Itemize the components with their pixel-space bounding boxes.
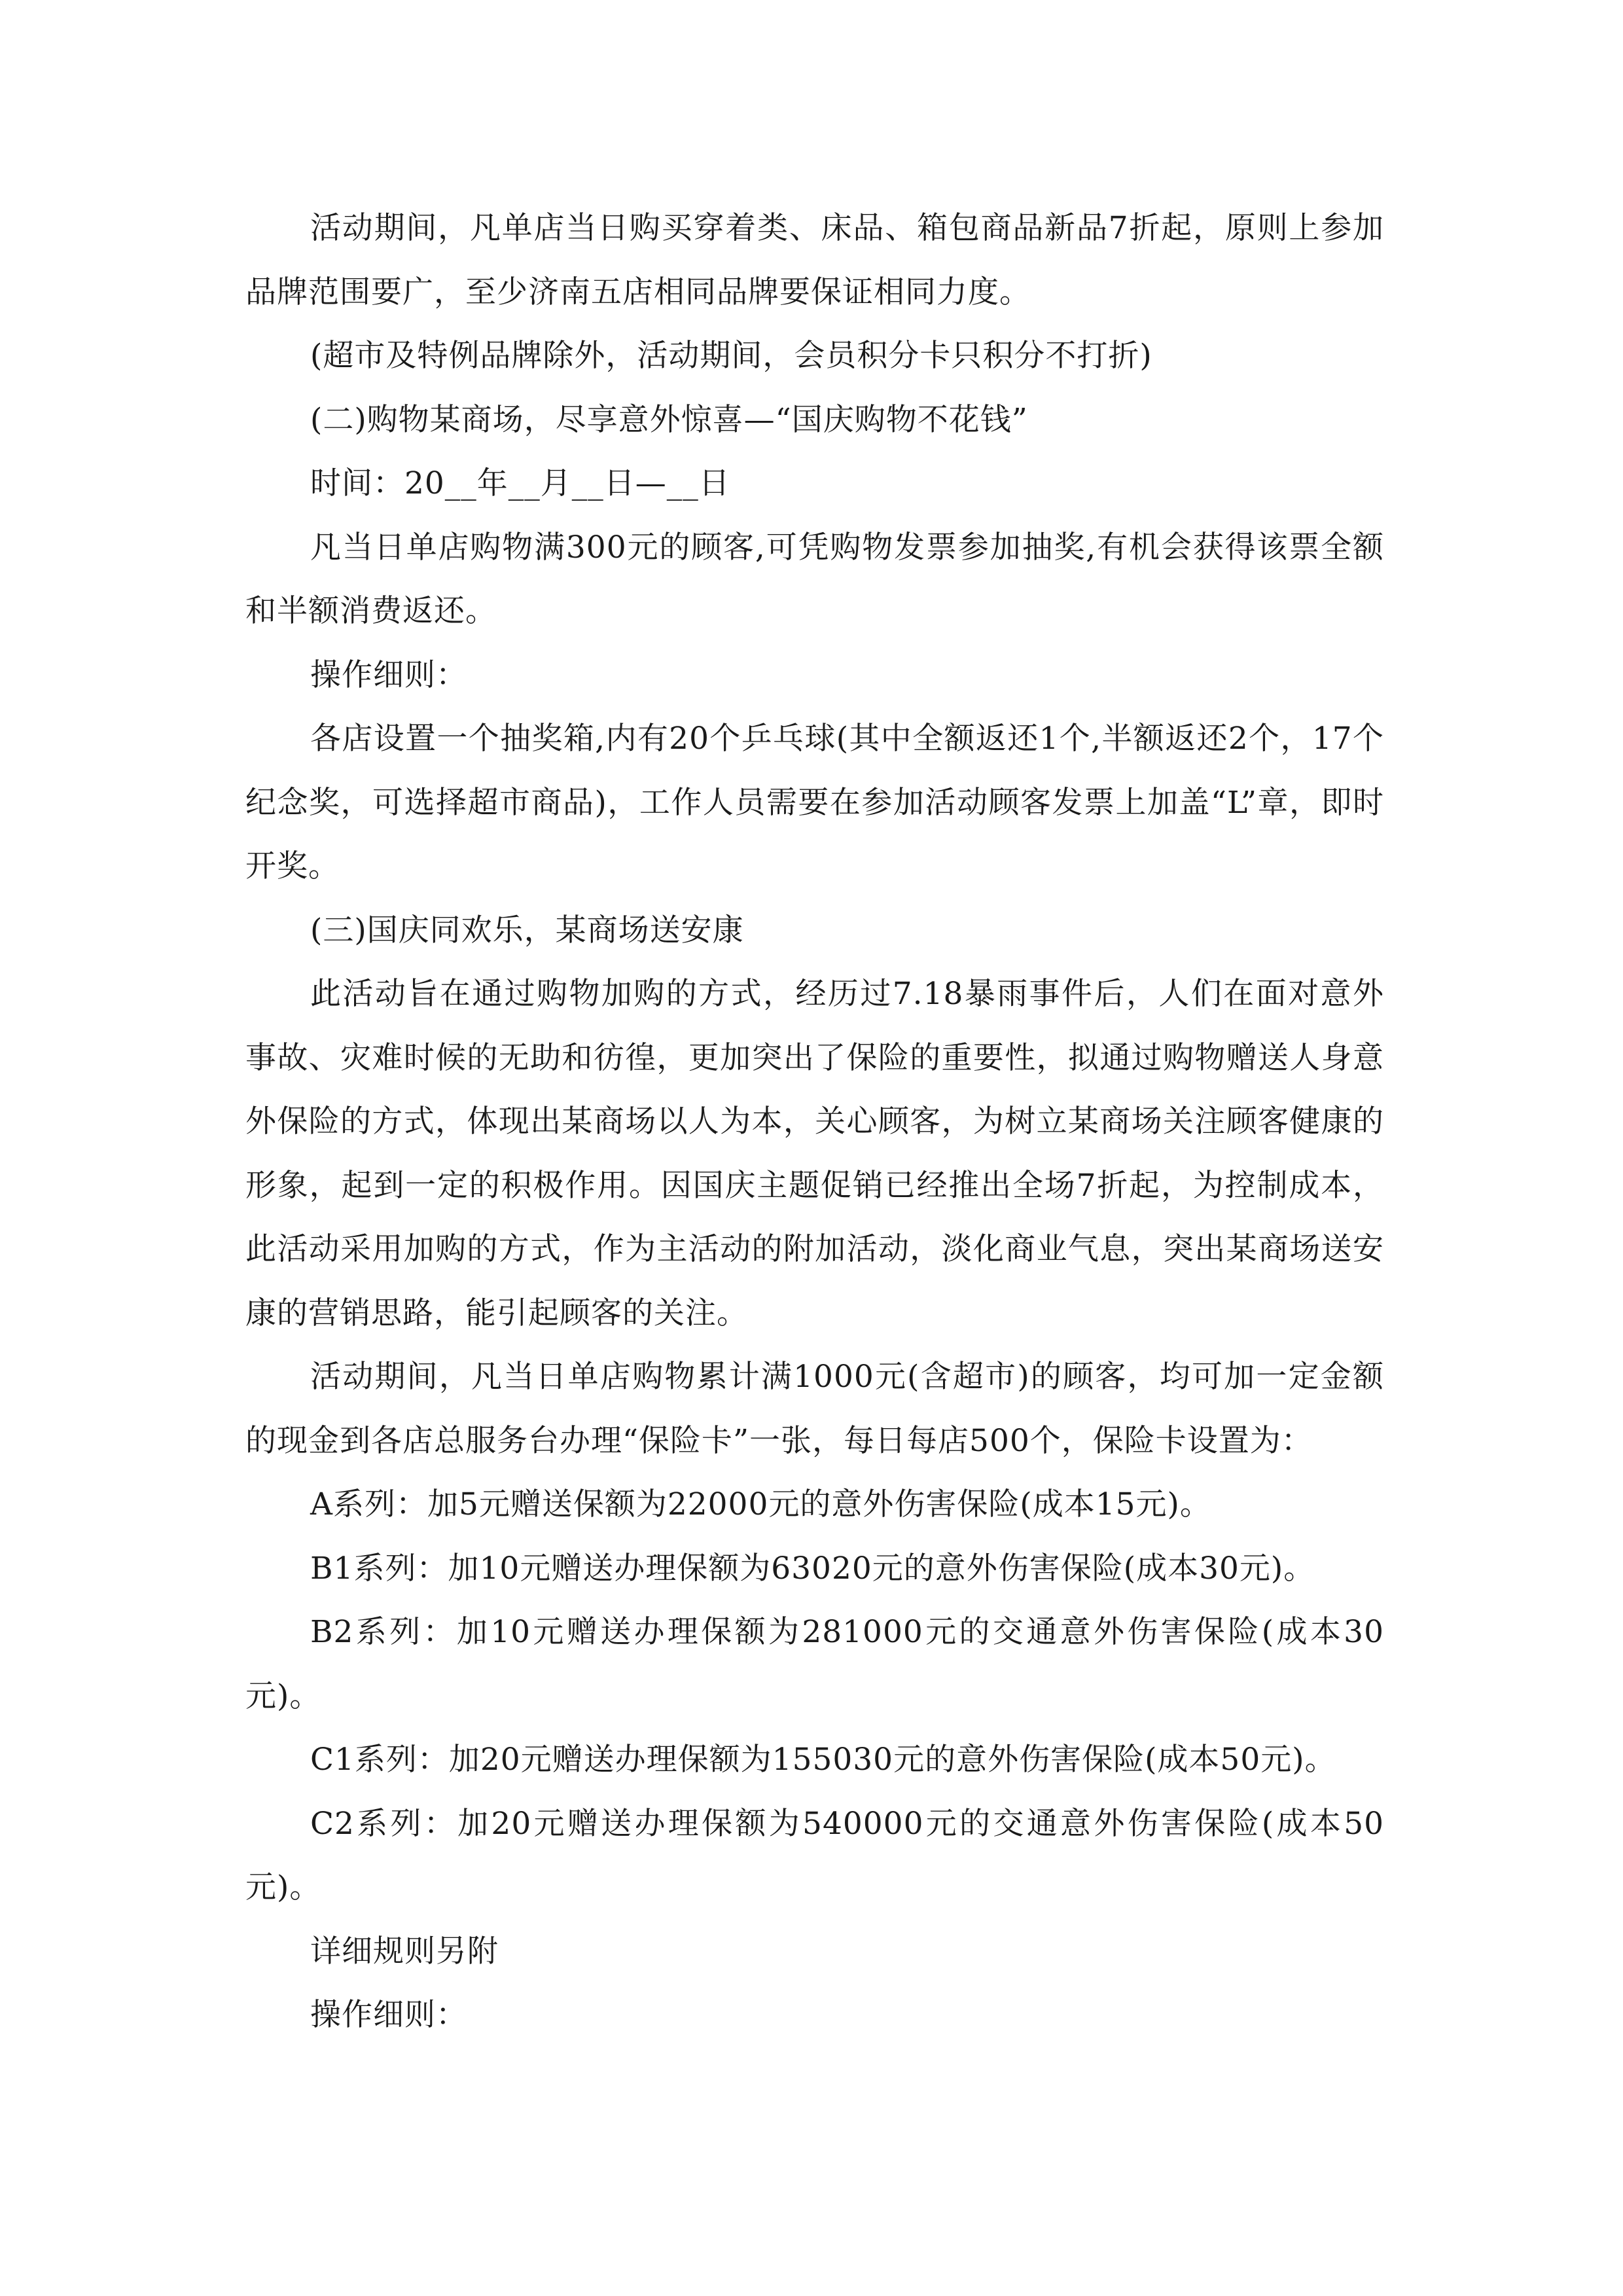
paragraph-rules-attached: 详细规则另附 xyxy=(310,1933,499,1969)
paragraph-insurance-purpose: 此活动旨在通过购物加购的方式，经历过7.18暴雨事件后，人们在面对意外事故、灾难时候的无助和彷徨，更加突出了保险的重要性，拟通过购物赠送人身意外保险的方式，体现出某商场以人为本，关心顾客，为树立某商场关注顾客健康的形象，起到一定的积极作用。因国庆主题促销已经推出全场7折起，为控制成本，此活动采用加购的方式，作为主活动的附加活动，淡化商业气息，突出某商场送安康的营销思路，能引起顾客的关注。 xyxy=(245,976,1384,1331)
insurance-series-a: A系列：加5元赠送保额为22000元的意外伤害保险(成本15元)。 xyxy=(310,1486,1211,1522)
insurance-series-b2: B2系列：加10元赠送办理保额为281000元的交通意外伤害保险(成本30元)。 xyxy=(245,1614,1384,1714)
operation-details-heading-2: 操作细则： xyxy=(310,1997,467,2033)
paragraph-exclusions-note: (超市及特例品牌除外，活动期间，会员积分卡只积分不打折) xyxy=(310,338,1152,374)
document-body xyxy=(245,196,1384,2047)
insurance-series-c1: C1系列：加20元赠送办理保额为155030元的意外伤害保险(成本50元)。 xyxy=(310,1742,1336,1778)
paragraph-discount-rules: 活动期间，凡单店当日购买穿着类、床品、箱包商品新品7折起，原则上参加品牌范围要广，至少济南五店相同品牌要保证相同力度。 xyxy=(245,210,1384,310)
paragraph-lottery-box: 各店设置一个抽奖箱,内有20个乒乓球(其中全额返还1个,半额返还2个，17个纪念奖，可选择超市商品)，工作人员需要在参加活动顾客发票上加盖“L”章，即时开奖。 xyxy=(245,721,1384,884)
paragraph-lottery-eligibility: 凡当日单店购物满300元的顾客,可凭购物发票参加抽奖,有机会获得该票全额和半额消费返还。 xyxy=(245,529,1384,629)
paragraph-time: 时间：20__年__月__日—__日 xyxy=(310,465,730,501)
section-heading-2: (二)购物某商场，尽享意外惊喜—“国庆购物不花钱” xyxy=(310,401,1028,438)
section-heading-3: (三)国庆同欢乐，某商场送安康 xyxy=(310,912,744,948)
operation-details-heading: 操作细则： xyxy=(310,656,467,693)
insurance-series-c2: C2系列：加20元赠送办理保额为540000元的交通意外伤害保险(成本50元)。 xyxy=(245,1805,1384,1905)
insurance-series-b1: B1系列：加10元赠送办理保额为63020元的意外伤害保险(成本30元)。 xyxy=(310,1550,1315,1587)
paragraph-insurance-card: 活动期间，凡当日单店购物累计满1000元(含超市)的顾客，均可加一定金额的现金到各店总服务台办理“保险卡”一张，每日每店500个，保险卡设置为： xyxy=(245,1359,1384,1459)
